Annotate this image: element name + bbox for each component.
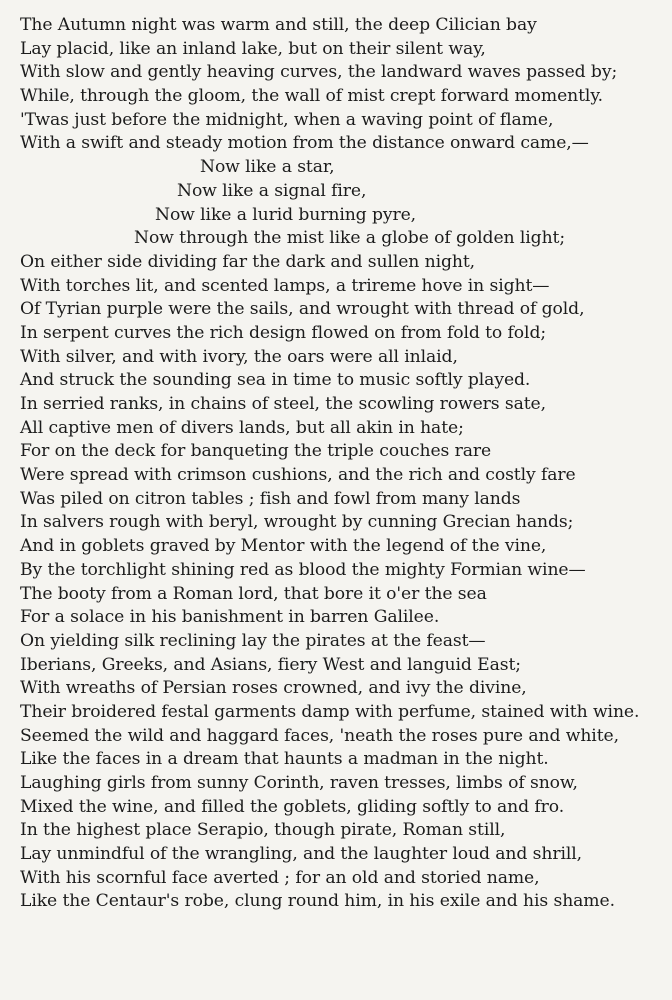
poem-line: Was piled on citron tables ; fish and fowl from many lands	[20, 488, 521, 509]
poem-line: Their broidered festal garments damp with perfume, stained with wine.	[20, 701, 640, 722]
poem-line: On either side dividing far the dark and sullen night,	[20, 251, 476, 272]
poem-line: Were spread with crimson cushions, and the rich and costly fare	[20, 465, 576, 486]
poem-line: Like the Centaur's robe, clung round him, in his exile and his shame.	[20, 891, 615, 912]
poem-line: With wreaths of Persian roses crowned, and ivy the divine,	[20, 678, 527, 699]
poem-line: Lay unmindful of the wrangling, and the laughter loud and shrill,	[20, 844, 583, 865]
poem-text	[20, 14, 660, 914]
poem-line: The booty from a Roman lord, that bore it o'er the sea	[20, 583, 487, 604]
poem-line: For a solace in his banishment in barren Galilee.	[20, 607, 440, 628]
poem-line: Like the faces in a dream that haunts a madman in the night.	[20, 749, 549, 770]
poem-line: Seemed the wild and haggard faces, 'neath the roses pure and white,	[20, 725, 619, 746]
poem-line: And struck the sounding sea in time to music softly played.	[20, 370, 531, 391]
poem-line: Mixed the wine, and filled the goblets, gliding softly to and fro.	[20, 796, 565, 817]
poem-line: With a swift and steady motion from the distance onward came,—	[20, 133, 589, 154]
poem-line: All captive men of divers lands, but all akin in hate;	[20, 417, 464, 438]
poem-line: Lay placid, like an inland lake, but on their silent way,	[20, 38, 486, 59]
poem-line: In salvers rough with beryl, wrought by cunning Grecian hands;	[20, 512, 574, 533]
poem-line: Laughing girls from sunny Corinth, raven tresses, limbs of snow,	[20, 773, 578, 793]
poem-line: By the torchlight shining red as blood the mighty Formian wine—	[20, 559, 586, 580]
poem-line-refrain: Now like a lurid burning pyre,	[155, 204, 417, 225]
poem-line: And in goblets graved by Mentor with the legend of the vine,	[20, 536, 547, 557]
poem-line-refrain: Now like a signal fire,	[177, 180, 367, 201]
poem-line: For on the deck for banqueting the triple couches rare	[20, 441, 492, 462]
poem-line: With his scornful face averted ; for an old and storied name,	[20, 867, 540, 888]
poem-line: In the highest place Serapio, though pirate, Roman still,	[20, 820, 506, 841]
poem-line: On yielding silk reclining lay the pirates at the feast—	[20, 630, 486, 651]
poem-line: 'Twas just before the midnight, when a waving point of flame,	[20, 109, 554, 130]
poem-line: With silver, and with ivory, the oars were all inlaid,	[20, 346, 458, 367]
poem-line: With slow and gently heaving curves, the landward waves passed by;	[20, 62, 618, 83]
poem-line: In serried ranks, in chains of steel, the scowling rowers sate,	[20, 394, 546, 414]
poem-line: Of Tyrian purple were the sails, and wrought with thread of gold,	[20, 299, 585, 320]
poem-line: With torches lit, and scented lamps, a trireme hove in sight—	[20, 275, 550, 296]
poem-line-refrain: Now through the mist like a globe of golden light;	[134, 228, 566, 249]
poem-line: While, through the gloom, the wall of mist crept forward momently.	[20, 86, 604, 107]
poem-line-refrain: Now like a star,	[200, 157, 335, 178]
poem-line: The Autumn night was warm and still, the deep Cilician bay	[20, 15, 537, 35]
poem-line: In serpent curves the rich design flowed on from fold to fold;	[20, 322, 547, 343]
poem-line: Iberians, Greeks, and Asians, fiery West and languid East;	[20, 654, 521, 675]
